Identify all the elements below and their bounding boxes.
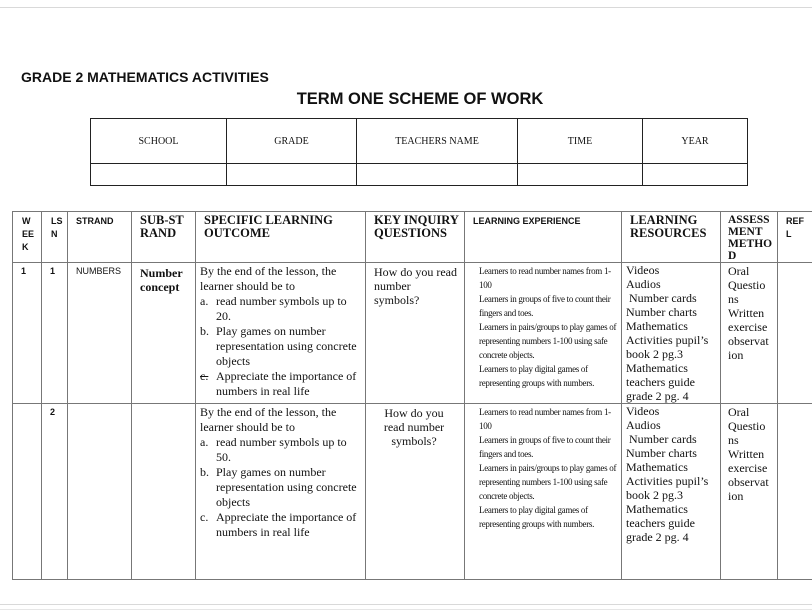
assessment-line: Written	[728, 447, 765, 461]
experience-line: representing groups with numbers.	[479, 378, 595, 388]
week-value	[13, 404, 41, 407]
week-header-line: EE	[22, 229, 35, 239]
grade-header: GRADE	[227, 119, 357, 164]
assessment-header-line: METHO	[728, 238, 773, 250]
outcome-cell	[196, 263, 366, 404]
lesson-value: 1	[50, 266, 56, 276]
strand-cell	[68, 404, 132, 580]
inquiry-line: number	[374, 279, 411, 293]
outcome-intro-line: learner should be to	[200, 279, 295, 293]
time-value	[518, 164, 643, 186]
reflection-header	[778, 212, 812, 263]
strand-header	[68, 212, 132, 263]
inquiry-line: symbols?	[374, 293, 420, 307]
assessment-header-line: ASSESS	[728, 214, 770, 226]
outcome-cell	[196, 404, 366, 580]
strand-header-text: STRAND	[76, 216, 114, 226]
outcome-line: Appreciate the importance of	[216, 510, 357, 524]
resource-line: Audios	[626, 418, 661, 432]
assessment-line: Oral	[728, 405, 750, 419]
assessment-line: ns	[728, 292, 739, 306]
resource-line: Audios	[626, 277, 661, 291]
outcome-line: 50.	[216, 450, 231, 464]
teachers-name-value	[357, 164, 518, 186]
inquiry-line: How do you read	[374, 265, 457, 279]
scheme-header-row	[13, 212, 812, 263]
sub-strand-cell	[132, 404, 196, 580]
inquiry-line: read number	[383, 420, 445, 434]
document-heading: GRADE 2 MATHEMATICS ACTIVITIES	[21, 69, 269, 85]
week-header	[13, 212, 42, 263]
lesson-header	[42, 212, 68, 263]
experience-cell	[465, 404, 622, 580]
strand-value	[68, 404, 131, 407]
lesson-cell	[42, 404, 68, 580]
inquiry-cell	[366, 263, 465, 404]
sub-strand-header-line: RAND	[140, 226, 177, 240]
outcome-item	[200, 510, 363, 540]
assessment-cell	[721, 404, 778, 580]
assessment-header	[721, 212, 778, 263]
assessment-header-line: MENT	[728, 226, 763, 238]
reflection-value	[778, 404, 812, 405]
assessment-line: exercise	[728, 461, 768, 475]
assessment-line: observat	[728, 334, 769, 348]
outcome-item	[200, 369, 363, 399]
experience-line: representing numbers 1-100 using safe	[479, 477, 608, 487]
document-title	[0, 90, 812, 109]
inquiry-header-line: QUESTIONS	[374, 226, 447, 240]
inquiry-line: symbols?	[391, 434, 437, 448]
assessment-line: exercise	[728, 320, 768, 334]
experience-line: fingers and toes.	[479, 308, 534, 318]
outcome-marker: a.	[200, 294, 209, 308]
resource-line: Number cards	[629, 291, 697, 305]
outcome-line: representation using concrete	[216, 339, 357, 353]
inquiry-line: How do you	[384, 406, 444, 420]
assessment-header-line: D	[728, 250, 737, 262]
lesson-header-line: N	[51, 229, 58, 239]
outcome-marker: c.	[200, 510, 209, 524]
reflection-cell	[778, 404, 812, 580]
experience-line: Learners to play digital games of	[479, 364, 588, 374]
week-header-line: W	[22, 216, 31, 226]
assessment-line: ion	[728, 489, 744, 503]
resource-line: teachers guide	[626, 375, 695, 389]
outcome-intro-line: By the end of the lesson, the	[200, 264, 337, 278]
resource-line: book 2 pg.3	[626, 347, 683, 361]
reflection-header-line: REF	[786, 216, 804, 226]
resource-line: book 2 pg.3	[626, 488, 683, 502]
scheme-of-work-table	[12, 211, 812, 580]
assessment-line: observat	[728, 475, 769, 489]
experience-header-text: LEARNING EXPERIENCE	[473, 216, 581, 226]
year-value	[643, 164, 748, 186]
sub-strand-line: concept	[140, 280, 180, 294]
experience-line: fingers and toes.	[479, 449, 534, 459]
outcome-marker: c.	[200, 369, 209, 383]
experience-line: representing numbers 1-100 using safe	[479, 336, 608, 346]
inquiry-header	[366, 212, 465, 263]
outcome-intro-line: By the end of the lesson, the	[200, 405, 337, 419]
outcome-line: numbers in real life	[216, 525, 310, 539]
experience-cell	[465, 263, 622, 404]
resources-header-line: LEARNING	[630, 213, 698, 227]
time-header: TIME	[518, 119, 643, 164]
school-info-table	[90, 118, 748, 186]
assessment-line: Questio	[728, 419, 766, 433]
assessment-line: Written	[728, 306, 765, 320]
experience-line: representing groups with numbers.	[479, 519, 595, 529]
reflection-value	[778, 263, 812, 264]
outcome-marker: b.	[200, 324, 209, 338]
experience-line: Learners in groups of five to count their	[479, 435, 611, 445]
resource-line: teachers guide	[626, 516, 695, 530]
lesson-cell	[42, 263, 68, 404]
resource-line: Number charts	[626, 305, 697, 319]
assessment-line: ion	[728, 348, 744, 362]
table-row	[13, 263, 812, 404]
experience-line: concrete objects.	[479, 491, 535, 501]
resources-header-line: RESOURCES	[630, 226, 707, 240]
outcome-line: 20.	[216, 309, 231, 323]
outcome-line: representation using concrete	[216, 480, 357, 494]
inquiry-header-line: KEY INQUIRY	[374, 213, 459, 227]
reflection-cell	[778, 263, 812, 404]
experience-line: Learners to play digital games of	[479, 505, 588, 515]
week-header-line: K	[22, 242, 29, 252]
resource-line: Mathematics	[626, 319, 688, 333]
year-header: YEAR	[643, 119, 748, 164]
outcome-header-line: SPECIFIC LEARNING	[204, 213, 333, 227]
sub-strand-line: Number	[140, 266, 183, 280]
resource-line: grade 2 pg. 4	[626, 530, 689, 544]
outcome-line: objects	[216, 354, 250, 368]
outcome-item	[200, 465, 363, 510]
reflection-header-line: L	[786, 229, 792, 239]
outcome-header-line: OUTCOME	[204, 226, 270, 240]
school-info-header-row	[91, 119, 748, 164]
resource-line: Videos	[626, 404, 660, 418]
outcome-line: read number symbols up to	[216, 294, 347, 308]
experience-line: Learners in pairs/groups to play games of	[479, 463, 617, 473]
strand-cell	[68, 263, 132, 404]
resource-line: Mathematics	[626, 502, 688, 516]
page-top-rule	[0, 7, 812, 8]
sub-strand-header	[132, 212, 196, 263]
outcome-line: Play games on number	[216, 465, 326, 479]
experience-line: Learners in pairs/groups to play games of	[479, 322, 617, 332]
week-cell	[13, 263, 42, 404]
resource-line: Mathematics	[626, 361, 688, 375]
assessment-cell	[721, 263, 778, 404]
resource-line: Number charts	[626, 446, 697, 460]
week-cell	[13, 404, 42, 580]
resources-header	[622, 212, 721, 263]
outcome-item	[200, 324, 363, 369]
lesson-value: 2	[50, 407, 56, 417]
resource-line: Activities pupil’s	[626, 333, 709, 347]
outcome-line: Appreciate the importance of	[216, 369, 357, 383]
experience-line: Learners in groups of five to count their	[479, 294, 611, 304]
assessment-line: ns	[728, 433, 739, 447]
assessment-line: Oral	[728, 264, 750, 278]
school-header: SCHOOL	[91, 119, 227, 164]
page-bottom-rule	[0, 609, 812, 610]
grade-value	[227, 164, 357, 186]
resource-line: grade 2 pg. 4	[626, 389, 689, 403]
resource-line: Videos	[626, 263, 660, 277]
resource-line: Activities pupil’s	[626, 474, 709, 488]
experience-line: concrete objects.	[479, 350, 535, 360]
assessment-line: Questio	[728, 278, 766, 292]
outcome-marker: b.	[200, 465, 209, 479]
experience-header	[465, 212, 622, 263]
inquiry-cell	[366, 404, 465, 580]
resources-cell	[622, 263, 721, 404]
lesson-header-line: LS	[51, 216, 63, 226]
school-value	[91, 164, 227, 186]
outcome-line: objects	[216, 495, 250, 509]
page-bottom-rule	[0, 604, 812, 605]
outcome-line: read number symbols up to	[216, 435, 347, 449]
outcome-line: Play games on number	[216, 324, 326, 338]
outcome-header	[196, 212, 366, 263]
outcome-line: numbers in real life	[216, 384, 310, 398]
outcome-item	[200, 435, 363, 465]
outcome-item	[200, 294, 363, 324]
school-info-value-row	[91, 164, 748, 186]
document-title-text: TERM ONE SCHEME OF WORK	[296, 90, 544, 108]
strand-value: NUMBERS	[76, 266, 122, 276]
experience-line: Learners to read number names from 1-100	[479, 407, 611, 431]
table-row	[13, 404, 812, 580]
resource-line: Mathematics	[626, 460, 688, 474]
sub-strand-cell	[132, 263, 196, 404]
resource-line: Number cards	[629, 432, 697, 446]
teachers-name-header: TEACHERS NAME	[357, 119, 518, 164]
experience-line: Learners to read number names from 1-100	[479, 266, 611, 290]
outcome-intro-line: learner should be to	[200, 420, 295, 434]
week-value: 1	[21, 266, 27, 276]
sub-strand-header-line: SUB-ST	[140, 213, 184, 227]
outcome-marker: a.	[200, 435, 209, 449]
resources-cell	[622, 404, 721, 580]
